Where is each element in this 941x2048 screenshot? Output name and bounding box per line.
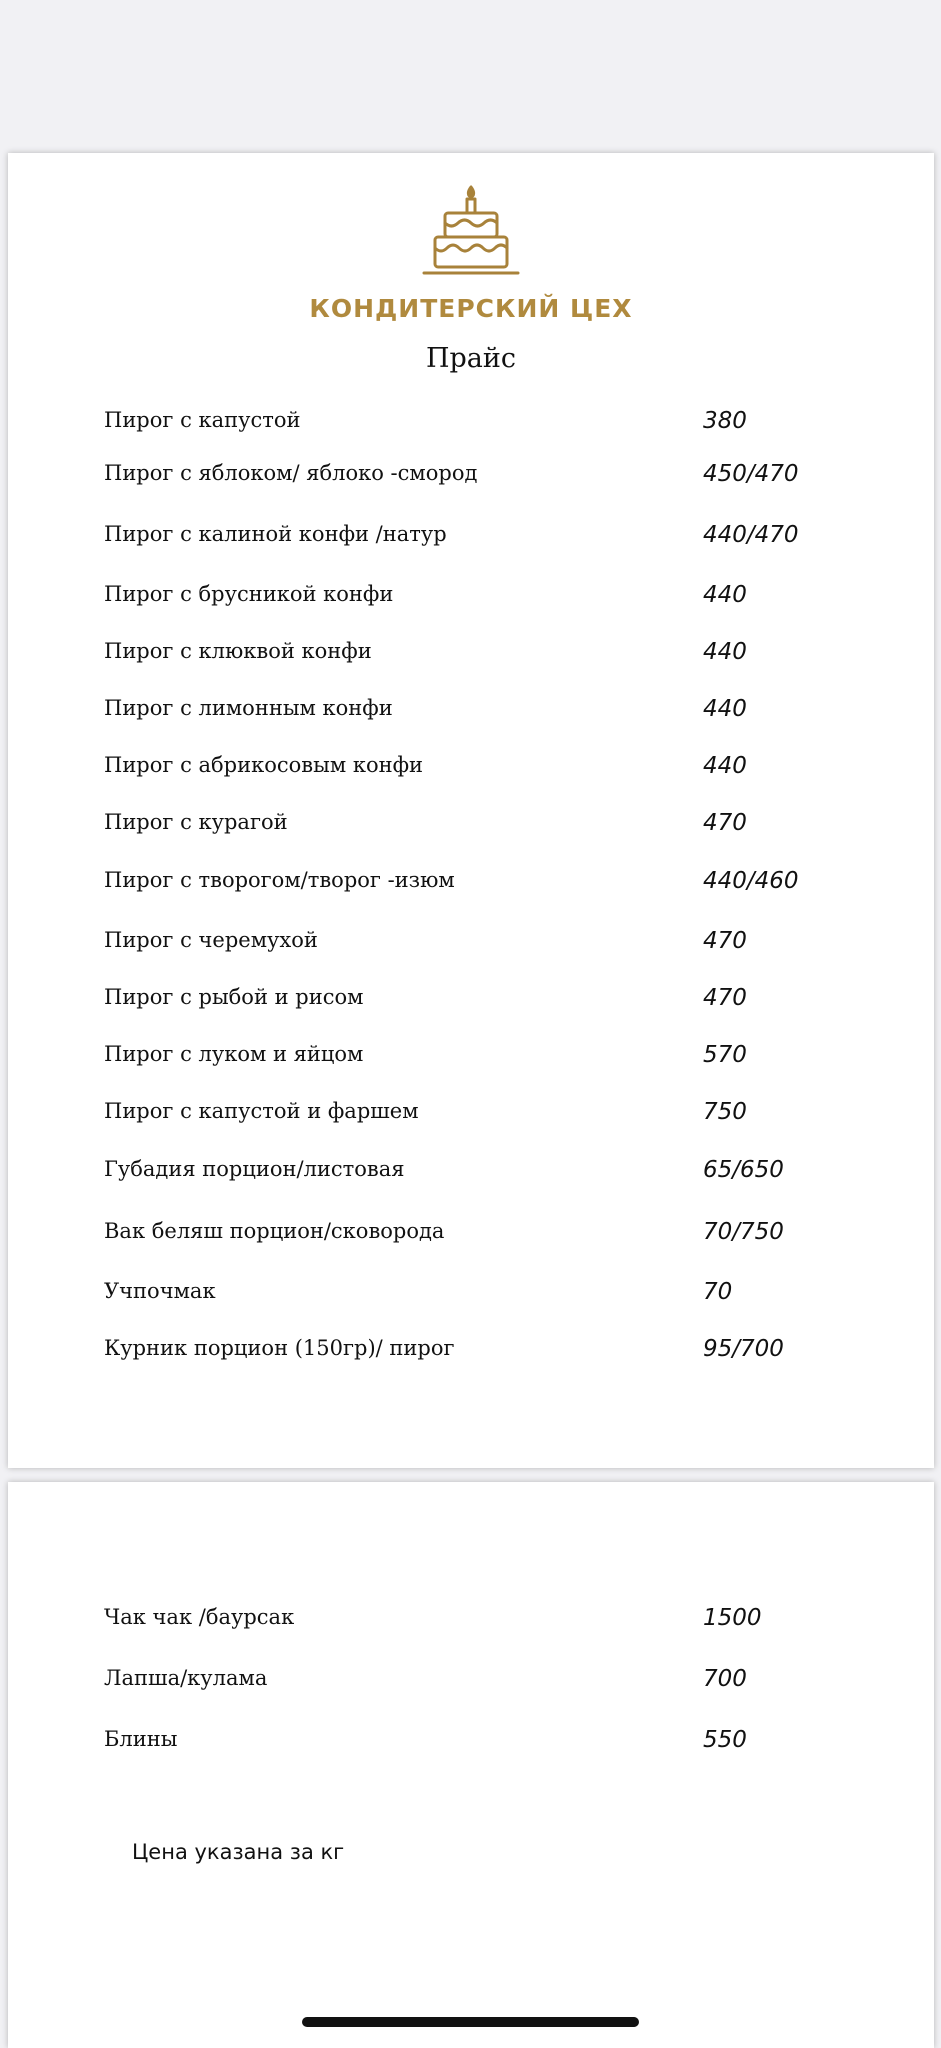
item-name: Пирог с черемухой	[104, 928, 318, 952]
item-name: Учпочмак	[104, 1279, 216, 1303]
brand-name: КОНДИТЕРСКИЙ ЦЕХ	[309, 294, 633, 323]
list-item	[96, 928, 896, 962]
item-price: 95/700	[703, 1336, 784, 1362]
item-price: 470	[703, 928, 747, 954]
list-item	[96, 1219, 896, 1253]
item-price: 450/470	[703, 461, 799, 487]
item-name: Пирог с клюквой конфи	[104, 639, 372, 663]
list-item	[96, 753, 896, 787]
list-item	[96, 582, 896, 616]
item-price: 440/470	[703, 522, 799, 548]
page-title: Прайс	[425, 343, 517, 374]
item-price: 470	[703, 985, 747, 1011]
home-indicator[interactable]	[302, 2017, 639, 2027]
list-item	[96, 696, 896, 730]
item-price: 470	[703, 810, 747, 836]
item-price: 65/650	[703, 1157, 784, 1183]
item-name: Пирог с капустой и фаршем	[104, 1099, 419, 1123]
item-price: 570	[703, 1042, 747, 1068]
item-name: Пирог с абрикосовым конфи	[104, 753, 424, 777]
price-list-page-2	[8, 1482, 934, 2048]
list-item	[96, 461, 896, 495]
price-note: Цена указана за кг	[132, 1840, 345, 1864]
list-item	[96, 868, 896, 902]
list-item	[96, 1279, 896, 1313]
item-name: Пирог с творогом/творог -изюм	[104, 868, 455, 892]
item-name: Пирог с калиной конфи /натур	[104, 522, 447, 546]
list-item	[96, 1727, 896, 1761]
item-name: Пирог с капустой	[104, 408, 301, 432]
item-name: Пирог с луком и яйцом	[104, 1042, 364, 1066]
item-name: Курник порцион (150гр)/ пирог	[104, 1336, 455, 1360]
list-item	[96, 1099, 896, 1133]
item-price: 440	[703, 582, 747, 608]
item-name: Вак беляш порцион/сковорода	[104, 1219, 445, 1243]
item-price: 70	[703, 1279, 733, 1305]
list-item	[96, 1605, 896, 1639]
logo	[8, 181, 934, 281]
cake-icon	[416, 181, 526, 281]
item-name: Пирог с яблоком/ яблоко -смород	[104, 461, 478, 485]
item-name: Чак чак /баурсак	[104, 1605, 295, 1629]
list-item	[96, 639, 896, 673]
item-price: 750	[703, 1099, 747, 1125]
list-item	[96, 1042, 896, 1076]
item-price: 440/460	[703, 868, 799, 894]
item-price: 440	[703, 696, 747, 722]
item-price: 70/750	[703, 1219, 784, 1245]
item-price: 440	[703, 639, 747, 665]
item-price: 1500	[703, 1605, 762, 1631]
list-item	[96, 1666, 896, 1700]
item-name: Лапша/кулама	[104, 1666, 268, 1690]
list-item	[96, 408, 896, 442]
item-name: Блины	[104, 1727, 178, 1751]
item-name: Пирог с лимонным конфи	[104, 696, 393, 720]
list-item	[96, 810, 896, 844]
list-item	[96, 1157, 896, 1191]
list-item	[96, 1336, 896, 1370]
item-name: Пирог с брусникой конфи	[104, 582, 394, 606]
item-price: 440	[703, 753, 747, 779]
item-price: 700	[703, 1666, 747, 1692]
item-price: 380	[703, 408, 747, 434]
list-item	[96, 985, 896, 1019]
item-price: 550	[703, 1727, 747, 1753]
price-list-page-1	[8, 153, 934, 1468]
item-name: Пирог с рыбой и рисом	[104, 985, 364, 1009]
list-item	[96, 522, 896, 556]
item-name: Губадия порцион/листовая	[104, 1157, 405, 1181]
item-name: Пирог с курагой	[104, 810, 288, 834]
